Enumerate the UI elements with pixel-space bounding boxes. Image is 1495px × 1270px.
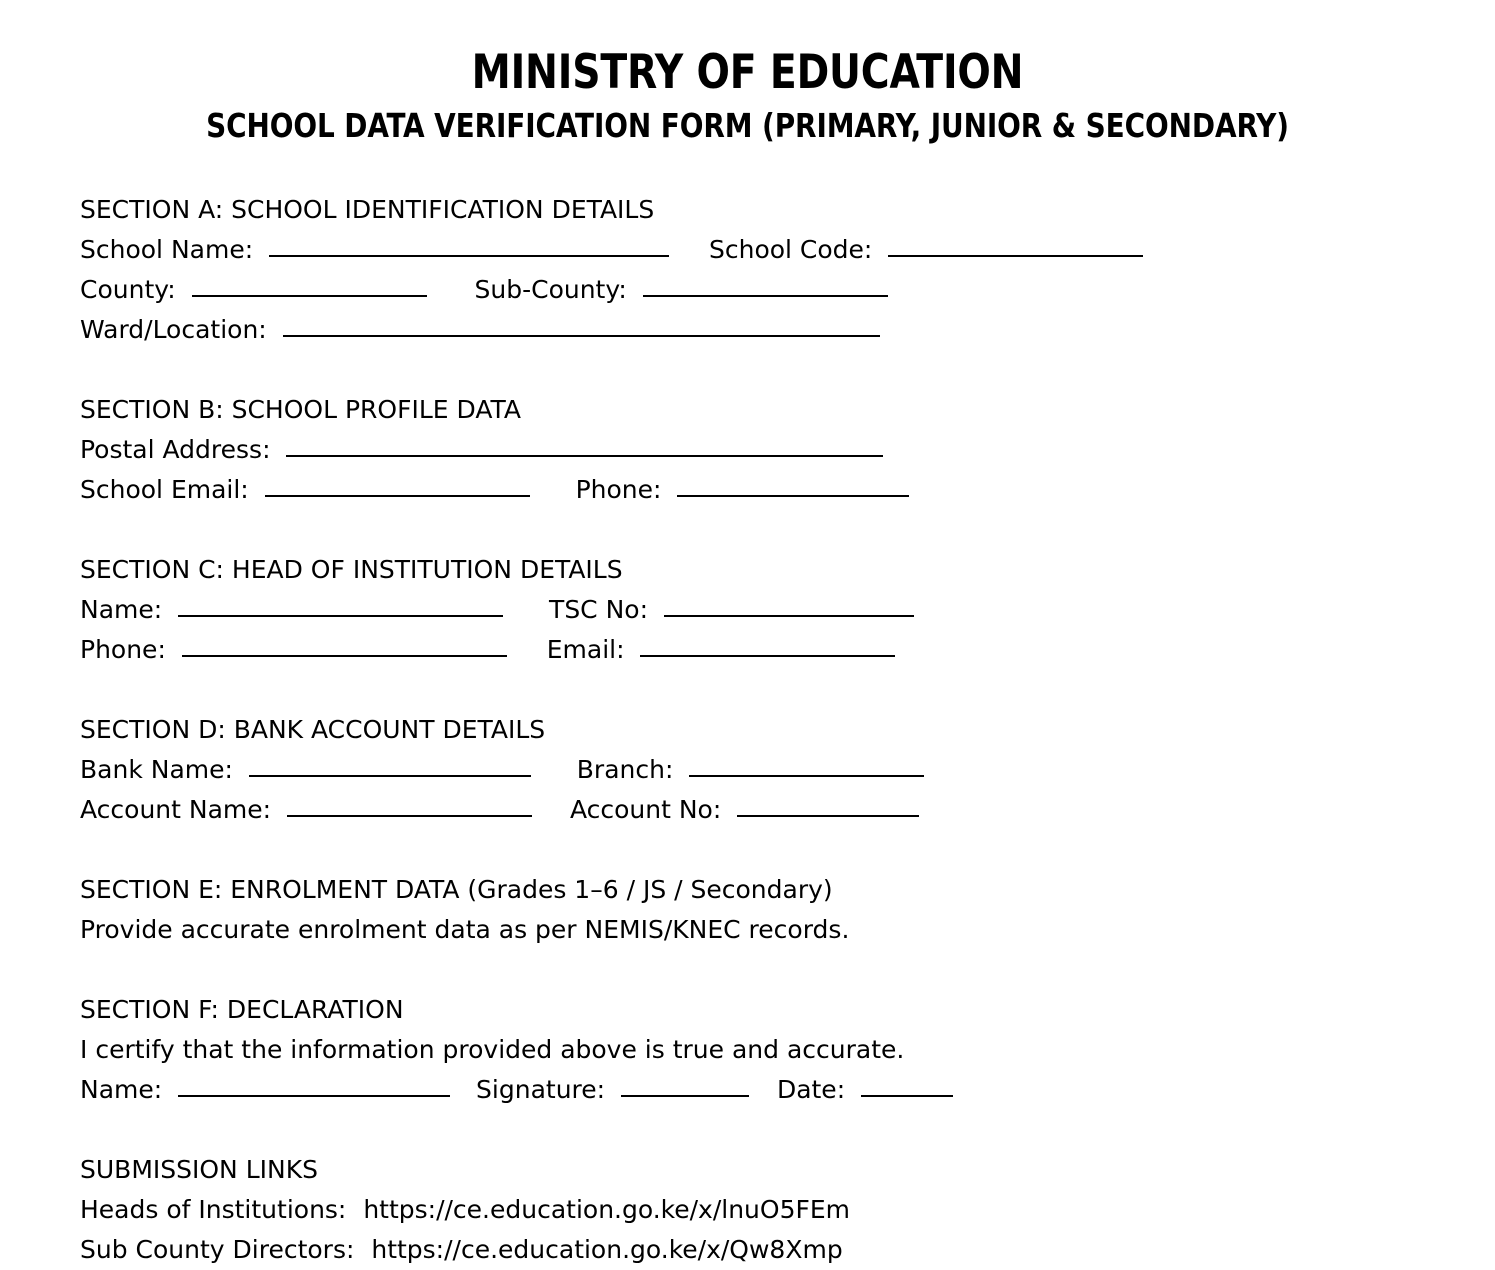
section-spacer bbox=[80, 950, 1460, 990]
school-email-input[interactable] bbox=[265, 471, 530, 497]
date-label: Date: bbox=[776, 1075, 846, 1104]
field-row-head-phone bbox=[80, 630, 1460, 670]
signature-input[interactable] bbox=[621, 1071, 749, 1097]
sub-county-directors-url[interactable]: https://ce.education.go.ke/x/Qw8Xmp bbox=[371, 1235, 843, 1264]
tsc-no-input[interactable] bbox=[664, 591, 914, 617]
account-no-input[interactable] bbox=[737, 791, 919, 817]
school-name-input[interactable] bbox=[269, 231, 669, 257]
school-code-label: School Code: bbox=[708, 235, 873, 264]
field-row-school-email bbox=[80, 470, 1460, 510]
school-phone-input[interactable] bbox=[677, 471, 909, 497]
date-input[interactable] bbox=[861, 1071, 953, 1097]
head-email-label: Email: bbox=[546, 635, 625, 664]
section-a-heading: SECTION A: SCHOOL IDENTIFICATION DETAILS bbox=[80, 195, 655, 224]
page-title: MINISTRY OF EDUCATION bbox=[471, 45, 1024, 100]
head-phone-label: Phone: bbox=[80, 635, 166, 664]
school-name-label: School Name: bbox=[80, 235, 254, 264]
sub-county-input[interactable] bbox=[643, 271, 888, 297]
sub-county-label: Sub-County: bbox=[474, 275, 627, 304]
head-name-label: Name: bbox=[80, 595, 163, 624]
sub-county-directors-label: Sub County Directors: bbox=[80, 1235, 355, 1264]
field-row-declaration bbox=[80, 1070, 1460, 1110]
account-name-input[interactable] bbox=[287, 791, 532, 817]
section-spacer bbox=[80, 510, 1460, 550]
ward-location-input[interactable] bbox=[283, 311, 880, 337]
postal-address-label: Postal Address: bbox=[80, 435, 271, 464]
section-c-heading: SECTION C: HEAD OF INSTITUTION DETAILS bbox=[80, 555, 623, 584]
county-input[interactable] bbox=[192, 271, 427, 297]
school-phone-label: Phone: bbox=[575, 475, 662, 504]
account-no-label: Account No: bbox=[569, 795, 722, 824]
field-row-school-name bbox=[80, 230, 1460, 270]
field-row-bank-name bbox=[80, 750, 1460, 790]
declaration-statement: I certify that the information provided above is true and accurate. bbox=[80, 1035, 905, 1064]
head-email-input[interactable] bbox=[640, 631, 895, 657]
signature-label: Signature: bbox=[476, 1075, 606, 1104]
field-row-postal-address bbox=[80, 430, 1460, 470]
heads-of-institutions-label: Heads of Institutions: bbox=[80, 1195, 347, 1224]
section-spacer bbox=[80, 1110, 1460, 1150]
tsc-no-label: TSC No: bbox=[549, 595, 649, 624]
declaration-name-input[interactable] bbox=[178, 1071, 450, 1097]
section-f-heading: SECTION F: DECLARATION bbox=[80, 995, 404, 1024]
field-row-ward-location bbox=[80, 310, 1460, 350]
section-spacer bbox=[80, 670, 1460, 710]
branch-input[interactable] bbox=[689, 751, 924, 777]
head-name-input[interactable] bbox=[178, 591, 503, 617]
page-subtitle: SCHOOL DATA VERIFICATION FORM (PRIMARY, JUNIOR & SECONDARY) bbox=[206, 106, 1289, 145]
ward-location-label: Ward/Location: bbox=[80, 315, 267, 344]
section-e-instruction: Provide accurate enrolment data as per NEMIS/KNEC records. bbox=[80, 915, 850, 944]
school-code-input[interactable] bbox=[888, 231, 1143, 257]
field-row-head-name bbox=[80, 590, 1460, 630]
head-phone-input[interactable] bbox=[182, 631, 507, 657]
submission-row-directors bbox=[80, 1230, 1460, 1270]
section-d-heading: SECTION D: BANK ACCOUNT DETAILS bbox=[80, 715, 546, 744]
form-body bbox=[80, 190, 1460, 1270]
postal-address-input[interactable] bbox=[286, 431, 883, 457]
section-spacer bbox=[80, 350, 1460, 390]
account-name-label: Account Name: bbox=[80, 795, 272, 824]
county-label: County: bbox=[80, 275, 176, 304]
section-b-heading: SECTION B: SCHOOL PROFILE DATA bbox=[80, 395, 521, 424]
bank-name-label: Bank Name: bbox=[80, 755, 233, 784]
declaration-name-label: Name: bbox=[80, 1075, 163, 1104]
branch-label: Branch: bbox=[576, 755, 674, 784]
bank-name-input[interactable] bbox=[249, 751, 531, 777]
section-spacer bbox=[80, 830, 1460, 870]
submission-links-heading: SUBMISSION LINKS bbox=[80, 1155, 318, 1184]
section-e-heading: SECTION E: ENROLMENT DATA (Grades 1–6 / JS / Secondary) bbox=[80, 875, 833, 904]
field-row-county bbox=[80, 270, 1460, 310]
submission-row-heads bbox=[80, 1190, 1460, 1230]
heads-of-institutions-url[interactable]: https://ce.education.go.ke/x/lnuO5FEm bbox=[363, 1195, 851, 1224]
school-email-label: School Email: bbox=[80, 475, 249, 504]
field-row-account-name bbox=[80, 790, 1460, 830]
